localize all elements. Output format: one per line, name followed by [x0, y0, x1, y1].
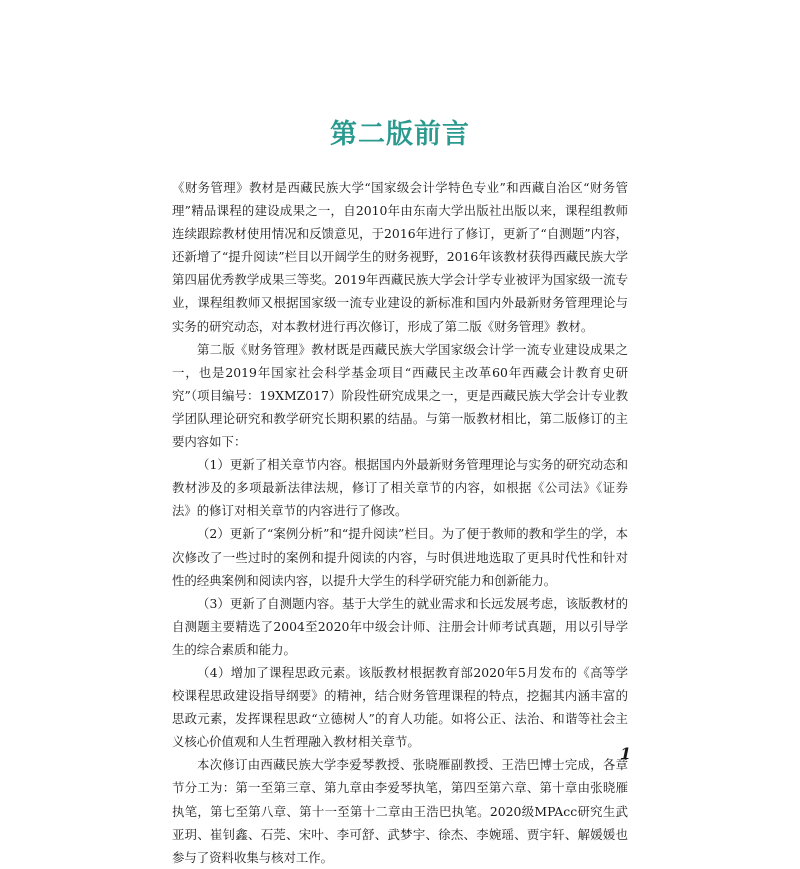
paragraph-item-3: （3）更新了自测题内容。基于大学生的就业需求和长远发展考虑，该版教材的自测题主要精选了2004至2020年中级会计师、注册会计师考试真题，用以引导学生的综合素质和能力。 [172, 595, 628, 657]
paragraph-authors: 本次修订由西藏民族大学李爱琴教授、张晓雁副教授、王浩巴博士完成，各章节分工为：第一至第三章、第九章由李爱琴执笔，第四至第六章、第十章由张晓雁执笔，第七至第八章、第十一至第十二章由王浩巴执笔。2020级MPAcc研究生武亚玥、崔钊鑫、石莞、宋叶、李可舒、武梦宇、徐杰、李婉瑶、贾宇轩、解媛媛也参与了资料收集与核对工作。 [172, 757, 628, 865]
paragraph-intro: 《财务管理》教材是西藏民族大学“国家级会计学特色专业”和西藏自治区“财务管理”精品课程的建设成果之一，自2010年由东南大学出版社出版以来，课程组教师连续跟踪教材使用情况和反馈意见，于2016年进行了修订，更新了“自测题”内容，还新增了“提升阅读”栏目以开阔学生的财务视野，2016年该教材获得西藏民族大学第四届优秀教学成果三等奖。2019年西藏民族大学会计学专业被评为国家级一流专业，课程组教师又根据国家级一流专业建设的新标准和国内外最新财务管理理论与实务的研究动态，对本教材进行再次修订，形成了第二版《财务管理》教材。 [172, 180, 628, 334]
preface-body [172, 176, 628, 869]
paragraph-second-edition: 第二版《财务管理》教材既是西藏民族大学国家级会计学一流专业建设成果之一，也是2019年国家社会科学基金项目“西藏民主改革60年西藏会计教育史研究”（项目编号：19XMZ017）阶段性研究成果之一，更是西藏民族大学会计专业教学团队理论研究和教学研究长期积累的结晶。与第一版教材相比，第二版修订的主要内容如下： [172, 341, 628, 450]
page-title: 第二版前言 [330, 119, 470, 150]
page-number: 1 [620, 744, 632, 763]
paragraph-item-2: （2）更新了“案例分析”和“提升阅读”栏目。为了便于教师的教和学生的学，本次修改了一些过时的案例和提升阅读的内容，与时俱进地选取了更具时代性和针对性的经典案例和阅读内容，以提升大学生的科学研究能力和创新能力。 [172, 526, 628, 588]
paragraph-item-1: （1）更新了相关章节内容。根据国内外最新财务管理理论与实务的研究动态和教材涉及的多项最新法律法规，修订了相关章节的内容，如根据《公司法》《证券法》的修订对相关章节的内容进行了修改。 [172, 457, 628, 519]
paragraph-item-4: （4）增加了课程思政元素。该版教材根据教育部2020年5月发布的《高等学校课程思政建设指导纲要》的精神，结合财务管理课程的特点，挖掘其内涵丰富的思政元素，发挥课程思政“立德树人”的育人功能。如将公正、法治、和谐等社会主义核心价值观和人生哲理融入教材相关章节。 [172, 664, 628, 750]
